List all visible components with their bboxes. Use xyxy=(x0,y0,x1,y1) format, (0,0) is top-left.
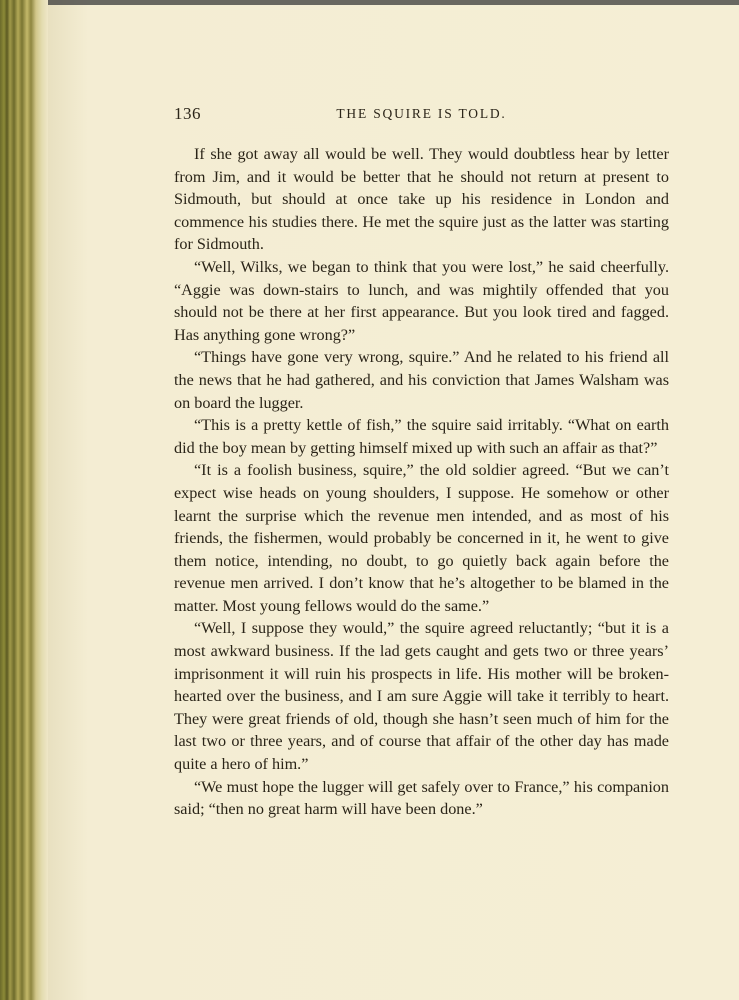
paragraph: “This is a pretty kettle of fish,” the squire said irritably. “What on earth did the boy mean by getting himself mixed up with such an affair as that?” xyxy=(174,416,669,457)
book-binding xyxy=(0,0,48,1000)
paragraph: “Well, Wilks, we began to think that you were lost,” he said cheerfully. “Aggie was down-stairs to lunch, and was mightily offended that you should not be there at her first appearance. But you look tired and fagged. Has anything gone wrong?” xyxy=(174,257,669,344)
paragraph: “We must hope the lugger will get safely over to France,” his companion said; “then no great harm will have been done.” xyxy=(174,777,669,819)
paragraph: “Well, I suppose they would,” the squire agreed reluctantly; “but it is a most awkward business. If the lad gets caught and gets two or three years’ imprisonment it will ruin his prospects in life. His mother will be broken-hearted over the business, and I am sure Aggie will take it terribly to heart. They were great friends of old, though she hasn’t seen much of him for the last two or three years, and of course that affair of the other day has made quite a hero of him.” xyxy=(174,619,669,774)
paragraph: “Things have gone very wrong, squire.” And he related to his friend all the news that he had gathered, and his conviction that James Walsham was on board the lugger. xyxy=(174,348,669,412)
page-number: 136 xyxy=(174,104,201,123)
paragraph: “It is a foolish business, squire,” the old soldier agreed. “But we can’t expect wise heads on young shoulders, I suppose. He somehow or other learnt the surprise which the revenue men intended, and as most of his friends, the fishermen, would probably be concerned in it, he went to give them notice, intending, no doubt, to go quietly back again before the revenue men arrived. I don’t know that he’s altogether to be blamed in the matter. Most young fellows would do the same.” xyxy=(174,461,669,615)
page-header xyxy=(174,104,669,128)
paragraph: If she got away all would be well. They would doubtless hear by letter from Jim, and it would be better that he should not return at present to Sidmouth, but should at once take up his residence in London and commence his studies there. He met the squire just as the latter was starting for Sidmouth. xyxy=(174,145,669,254)
page-top-edge xyxy=(48,0,739,5)
running-head: THE SQUIRE IS TOLD. xyxy=(336,106,507,121)
body-text xyxy=(174,143,669,821)
